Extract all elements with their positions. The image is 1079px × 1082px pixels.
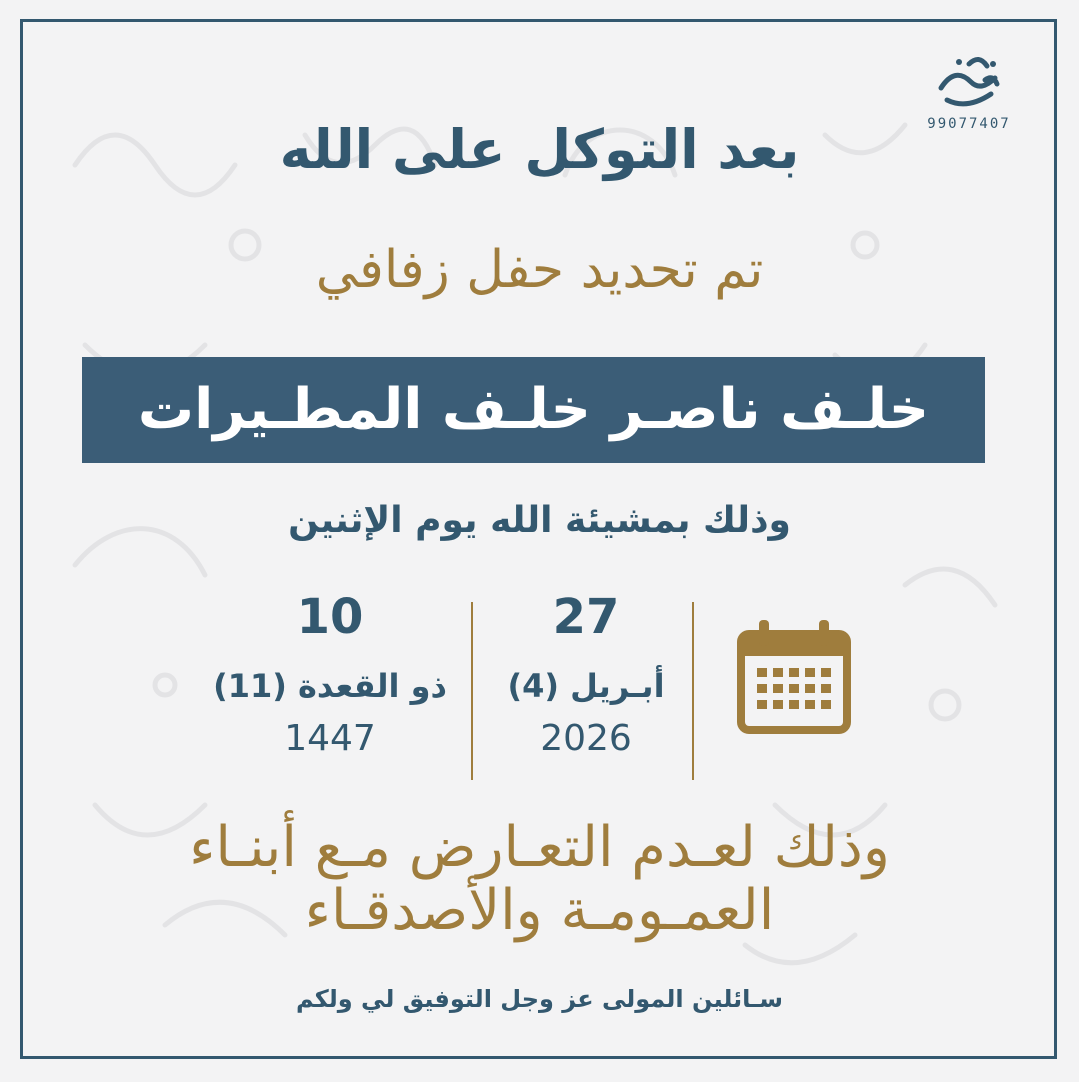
hijri-year: 1447 [284, 718, 376, 759]
hijri-month: ذو القعدة (11) [213, 667, 447, 705]
gregorian-month: أبـريل (4) [507, 667, 665, 705]
closing-line: سـائلين المولى عز وجل التوفيق لي ولكم [295, 985, 783, 1013]
calendar-icon [735, 618, 853, 736]
heading-line-2: تم تحديد حفل زفافي [315, 240, 764, 300]
reason-line-1: وذلك لعـدم التعـارض مـع أبنـاء [189, 815, 890, 880]
date-divider-right [692, 602, 694, 780]
calligraphy-logo-icon [929, 50, 1009, 114]
date-divider-left [471, 602, 473, 780]
gregorian-date [486, 585, 686, 763]
hijri-date [200, 585, 460, 763]
groom-name: خلـف ناصـر خلـف المطـيرات [137, 377, 930, 442]
heading-line-1: بعد التوكل على الله [279, 118, 800, 181]
hijri-day: 10 [296, 589, 364, 645]
logo-phone-number: 99077407 [927, 116, 1011, 132]
day-line: وذلك بمشيئة الله يوم الإثنين [288, 500, 791, 541]
gregorian-day: 27 [552, 589, 620, 645]
reason-line-2: العمـومـة والأصدقـاء [304, 878, 775, 943]
groom-name-banner [82, 357, 985, 463]
gregorian-year: 2026 [540, 718, 632, 759]
